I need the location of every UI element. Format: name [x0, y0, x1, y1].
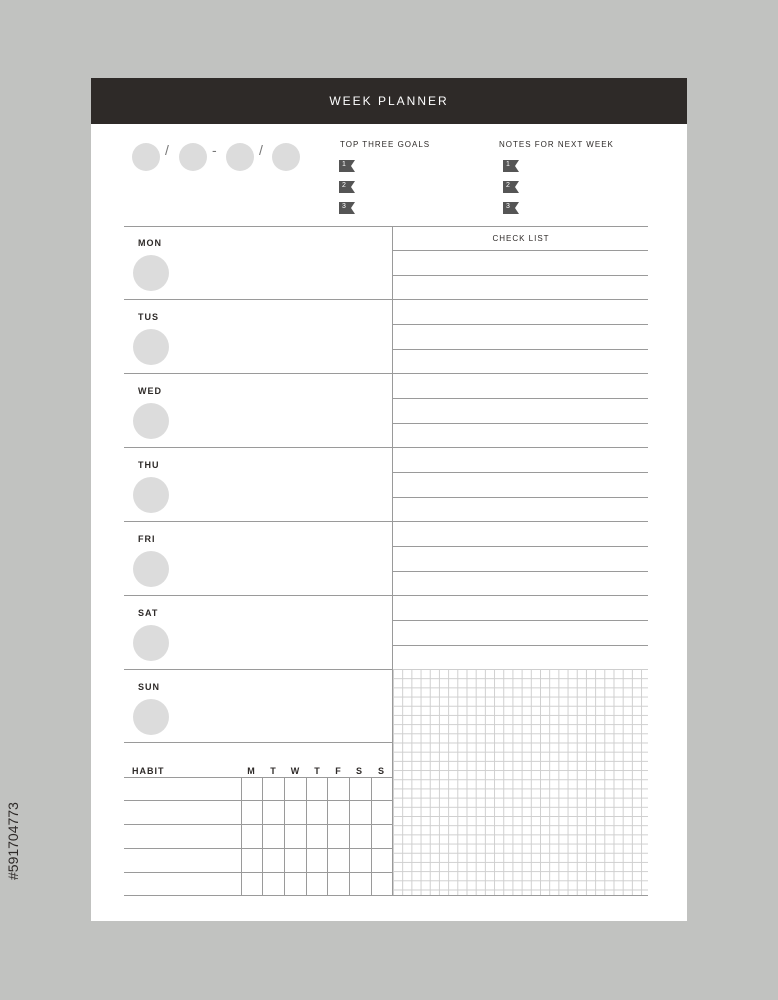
day-label-thu: THU	[138, 460, 160, 470]
habit-col-line	[262, 777, 263, 895]
checklist-line	[393, 324, 648, 325]
habit-row-line	[124, 872, 392, 873]
day-label-sat: SAT	[138, 608, 159, 618]
checklist-line	[393, 250, 648, 251]
note-number-1: 1	[506, 161, 510, 168]
day-label-wed: WED	[138, 386, 162, 396]
day-circle-fri	[133, 551, 169, 587]
habit-col-line	[306, 777, 307, 895]
note-flag-2	[503, 181, 519, 193]
habit-day-w: W	[290, 766, 300, 776]
checklist-line	[393, 620, 648, 621]
date-separator-1: /	[165, 142, 169, 158]
stock-id-text: #591704773	[5, 802, 21, 880]
grid-notes-area	[393, 669, 648, 895]
habit-day-f: F	[335, 766, 341, 776]
day-circle-tus	[133, 329, 169, 365]
checklist-line	[393, 546, 648, 547]
checklist-line	[393, 497, 648, 498]
section-bottom-line	[124, 895, 648, 896]
goal-number-1: 1	[342, 161, 346, 168]
goal-flag-2	[339, 181, 355, 193]
habit-title: HABIT	[132, 766, 165, 776]
date-separator-2: -	[212, 142, 217, 158]
habit-col-line	[371, 777, 372, 895]
day-divider-wed	[124, 447, 648, 448]
checklist-line	[393, 275, 648, 276]
habit-row-line	[124, 800, 392, 801]
day-circle-sat	[133, 625, 169, 661]
goal-flag-3	[339, 202, 355, 214]
habit-col-line	[284, 777, 285, 895]
date-circle-4	[272, 143, 300, 171]
habit-day-t2: T	[314, 766, 320, 776]
habit-row-line	[124, 777, 392, 778]
day-circle-thu	[133, 477, 169, 513]
goal-flag-1	[339, 160, 355, 172]
note-number-3: 3	[506, 203, 510, 210]
day-divider-fri	[124, 595, 648, 596]
day-label-sun: SUN	[138, 682, 161, 692]
date-circle-3	[226, 143, 254, 171]
day-label-fri: FRI	[138, 534, 156, 544]
habit-day-s: S	[355, 766, 362, 776]
page-title: WEEK PLANNER	[91, 78, 687, 124]
note-number-2: 2	[506, 182, 510, 189]
day-divider-tus	[124, 373, 648, 374]
habit-row-line	[124, 824, 392, 825]
day-divider-mon	[124, 299, 648, 300]
date-circle-1	[132, 143, 160, 171]
day-circle-mon	[133, 255, 169, 291]
checklist-line	[393, 423, 648, 424]
day-divider-sun	[124, 742, 392, 743]
date-circle-2	[179, 143, 207, 171]
habit-col-line	[327, 777, 328, 895]
checklist-line	[393, 349, 648, 350]
goal-number-3: 3	[342, 203, 346, 210]
section-top-line	[124, 226, 648, 227]
habit-col-line	[241, 777, 242, 895]
checklist-line	[393, 472, 648, 473]
habit-day-t: T	[270, 766, 276, 776]
checklist-title: CHECK LIST	[492, 234, 550, 243]
day-label-mon: MON	[138, 238, 162, 248]
goal-number-2: 2	[342, 182, 346, 189]
planner-page	[91, 78, 687, 921]
habit-day-m: M	[247, 766, 255, 776]
date-separator-3: /	[259, 142, 263, 158]
checklist-line	[393, 645, 648, 646]
day-circle-wed	[133, 403, 169, 439]
checklist-line	[393, 571, 648, 572]
checklist-line	[393, 398, 648, 399]
habit-row-line	[124, 848, 392, 849]
notes-title: NOTES FOR NEXT WEEK	[499, 140, 614, 149]
day-label-tus: TUS	[138, 312, 159, 322]
day-circle-sun	[133, 699, 169, 735]
goals-title: TOP THREE GOALS	[340, 140, 431, 149]
habit-day-s2: S	[377, 766, 384, 776]
note-flag-3	[503, 202, 519, 214]
habit-col-line	[349, 777, 350, 895]
day-divider-thu	[124, 521, 648, 522]
note-flag-1	[503, 160, 519, 172]
